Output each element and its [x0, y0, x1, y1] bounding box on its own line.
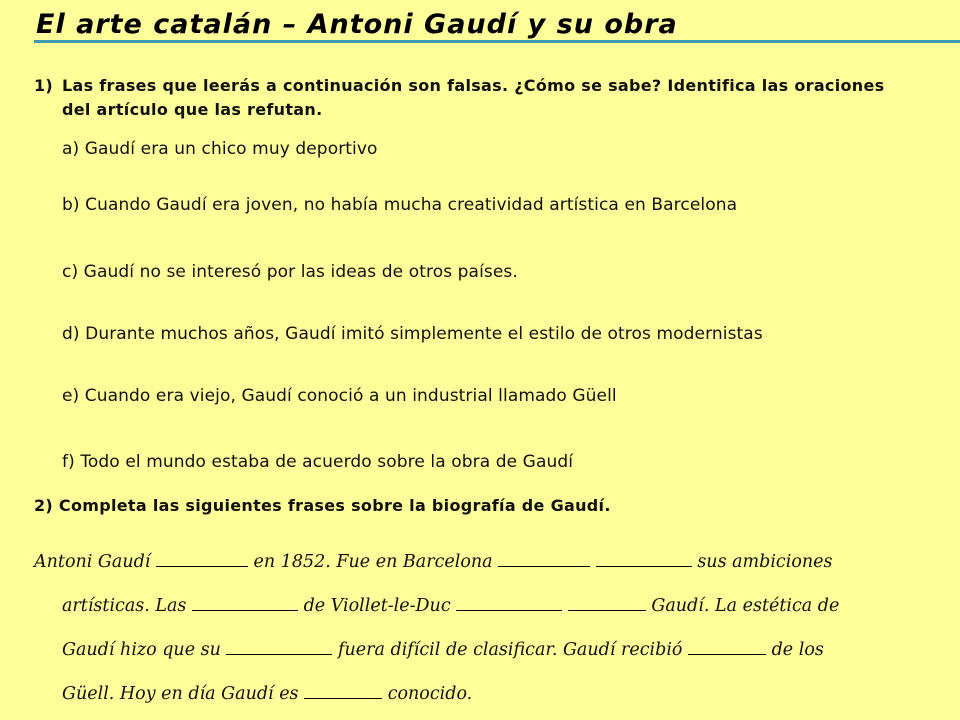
option-f: f) Todo el mundo estaba de acuerdo sobre la obra de Gaudí	[62, 452, 574, 472]
blank-7[interactable]	[226, 640, 332, 655]
title-underline	[34, 40, 960, 43]
paragraph-line-4	[34, 672, 934, 716]
paragraph-line-3	[34, 628, 934, 672]
text-segment: Gaudí. La estética de	[651, 596, 840, 616]
question-2: 2) Completa las siguientes frases sobre la biografía de Gaudí.	[34, 496, 611, 515]
text-segment: conocido.	[387, 684, 473, 704]
text-segment: Güell. Hoy en día Gaudí es	[62, 684, 299, 704]
text-segment: Antoni Gaudí	[34, 552, 151, 572]
blank-9[interactable]	[304, 684, 382, 699]
option-e: e) Cuando era viejo, Gaudí conoció a un industrial llamado Güell	[62, 386, 617, 406]
blank-8[interactable]	[688, 640, 766, 655]
blank-4[interactable]	[192, 596, 298, 611]
paragraph-line-2	[34, 584, 934, 628]
option-b: b) Cuando Gaudí era joven, no había mucha creatividad artística en Barcelona	[62, 195, 738, 215]
blank-3[interactable]	[596, 552, 692, 567]
blank-1[interactable]	[156, 552, 248, 567]
question-1	[34, 74, 894, 122]
question-1-number: 1)	[34, 76, 54, 95]
paragraph-line-1	[34, 540, 934, 584]
option-d: d) Durante muchos años, Gaudí imitó simplemente el estilo de otros modernistas	[62, 324, 763, 344]
option-a: a) Gaudí era un chico muy deportivo	[62, 139, 378, 159]
question-1-text: Las frases que leerás a continuación son falsas. ¿Cómo se sabe? Identifica las oraciones del artículo que las refutan.	[62, 76, 885, 119]
page-title: El arte catalán – Antoni Gaudí y su obra	[36, 9, 678, 40]
blank-6[interactable]	[568, 596, 646, 611]
text-segment: en 1852. Fue en Barcelona	[253, 552, 493, 572]
text-segment: Gaudí hizo que su	[62, 640, 221, 660]
text-segment: de los	[771, 640, 824, 660]
option-c: c) Gaudí no se interesó por las ideas de otros países.	[62, 262, 518, 282]
text-segment: fuera difícil de clasificar. Gaudí recibió	[338, 640, 683, 660]
text-segment: de Viollet-le-Duc	[303, 596, 451, 616]
fill-in-paragraph	[34, 540, 934, 716]
blank-5[interactable]	[456, 596, 562, 611]
text-segment: sus ambiciones	[697, 552, 833, 572]
text-segment: artísticas. Las	[62, 596, 187, 616]
blank-2[interactable]	[498, 552, 590, 567]
